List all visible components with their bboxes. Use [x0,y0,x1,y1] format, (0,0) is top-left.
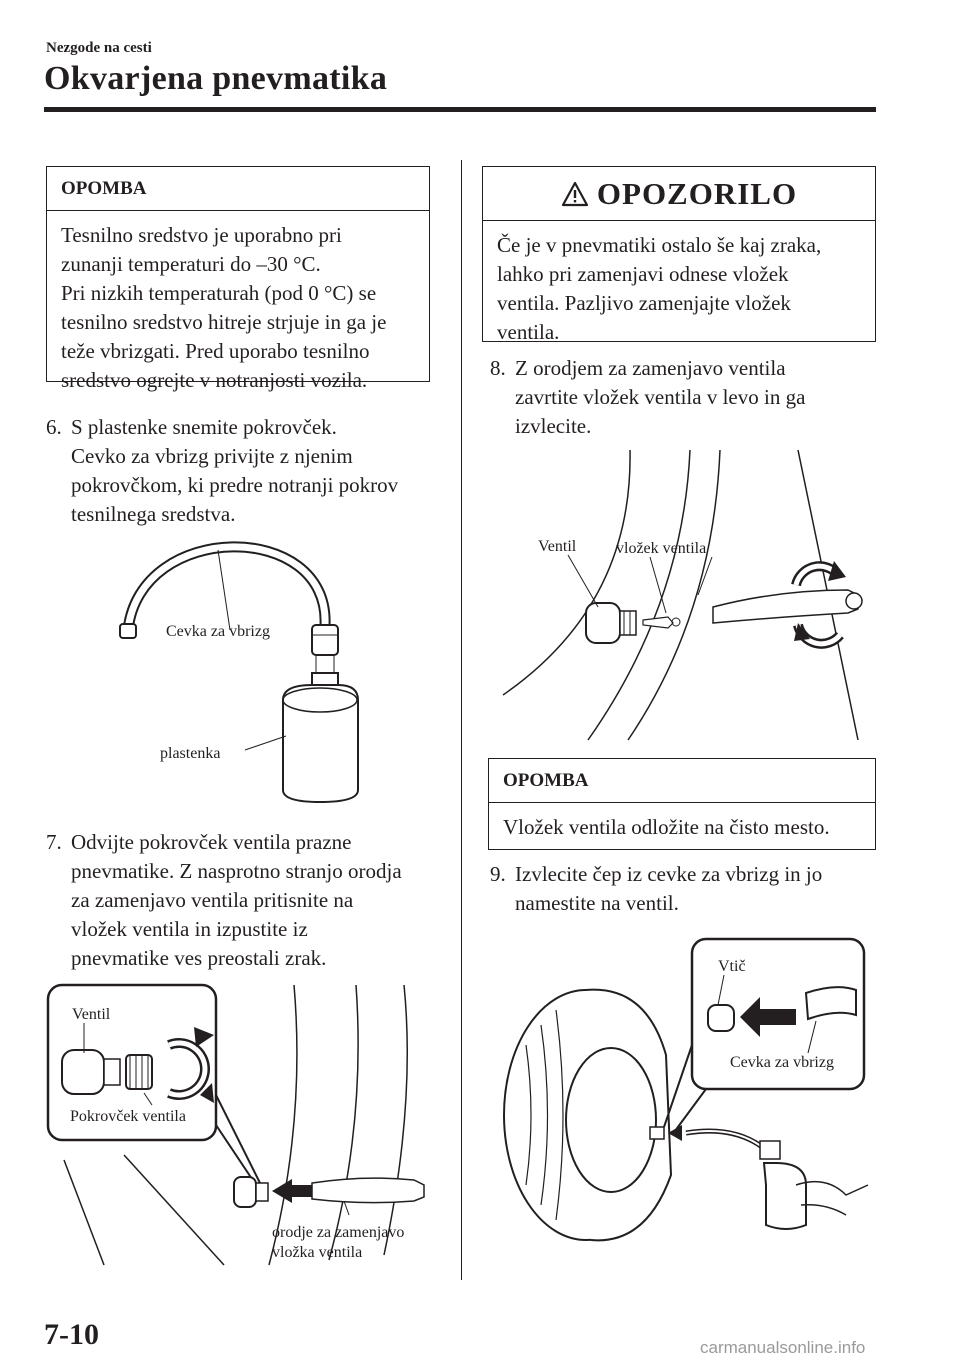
warning-body [483,221,875,357]
warning-line: ventila. Pazljivo zamenjajte vložek [497,291,791,315]
note-line: sredstvo ogrejte v notranjosti vozila. [61,368,368,392]
warning-line: ventila. [497,320,560,344]
warning-line: lahko pri zamenjavi odnese vložek [497,262,789,286]
step-line: pnevmatike. Z nasprotno stranjo orodja [71,859,402,883]
step-line: za zamenjavo ventila pritisnite na [71,888,354,912]
step-line: Odvijte pokrovček ventila prazne [71,830,352,854]
step-line: S plastenke snemite pokrovček. [71,415,337,439]
note-line: Pri nizkih temperaturah (pod 0 °C) se [61,281,377,305]
step-number: 6. [46,415,62,439]
note-line: Tesnilno sredstvo je uporabno pri [61,223,342,247]
figure-valve-cap [44,975,444,1275]
step-9 [490,860,890,918]
step-line: zavrtite vložek ventila v levo in ga [515,385,806,409]
warning-line: Če je v pnevmatiki ostalo še kaj zraka, [497,233,822,257]
page-title: Okvarjena pnevmatika [44,60,388,97]
step-line: pnevmatike ves preostali zrak. [71,946,327,970]
step-line: vložek ventila in izpustite iz [71,917,308,941]
note-body [47,211,429,405]
step-line: izvlecite. [515,414,592,438]
warning-heading [483,167,875,221]
step-number: 9. [490,862,506,886]
note-box-core [488,758,876,850]
step-line: pokrovčkom, ki predre notranji pokrov [71,473,399,497]
note-line: Vložek ventila odložite na čisto mesto. [503,815,830,839]
warning-box [482,166,876,342]
label-valve-cap: Pokrovček ventila [70,1108,186,1125]
step-line: Z orodjem za zamenjavo ventila [515,356,786,380]
page-number: 7-10 [44,1318,99,1351]
section-label: Nezgode na cesti [46,40,152,56]
watermark: carmanualsonline.info [700,1338,866,1357]
step-number: 8. [490,356,506,380]
step-line: tesnilnega sredstva. [71,502,236,526]
label-hose: Cevka za vbrizg [166,623,270,640]
note-heading: OPOMBA [47,167,429,211]
label-valve: Ventil [538,538,577,555]
warning-triangle-icon [561,181,589,207]
figure-bottle-hose [100,540,380,810]
figure-hose-attach [496,935,870,1250]
note-body [489,803,875,852]
step-line: Cevko za vbrizg privijte z njenim [71,444,353,468]
label-bottle: plastenka [160,745,221,762]
title-rule [44,107,876,112]
step-8 [490,354,890,441]
step-7 [46,828,456,973]
label-hose: Cevka za vbrizg [730,1054,834,1071]
label-plug: Vtič [718,958,746,975]
note-line: teže vbrizgati. Pred uporabo tesnilno [61,339,370,363]
step-line: Izvlecite čep iz cevke za vbrizg in jo [515,862,823,886]
step-line: namestite na ventil. [515,891,679,915]
label-tool-line2: vložka ventila [272,1244,363,1261]
note-line: tesnilno sredstvo hitreje strjuje in ga je [61,310,387,334]
warning-title: OPOZORILO [596,175,798,211]
figure-valve-core [498,445,878,745]
label-tool-line1: orodje za zamenjavo [272,1224,405,1241]
label-valve-core: vložek ventila [616,540,707,557]
note-box-temperature [46,166,430,392]
column-divider [461,160,462,1280]
step-6 [46,413,456,529]
note-line: zunanji temperaturi do –30 °C. [61,252,321,276]
label-valve: Ventil [72,1006,111,1023]
note-heading: OPOMBA [489,759,875,803]
step-number: 7. [46,830,62,854]
